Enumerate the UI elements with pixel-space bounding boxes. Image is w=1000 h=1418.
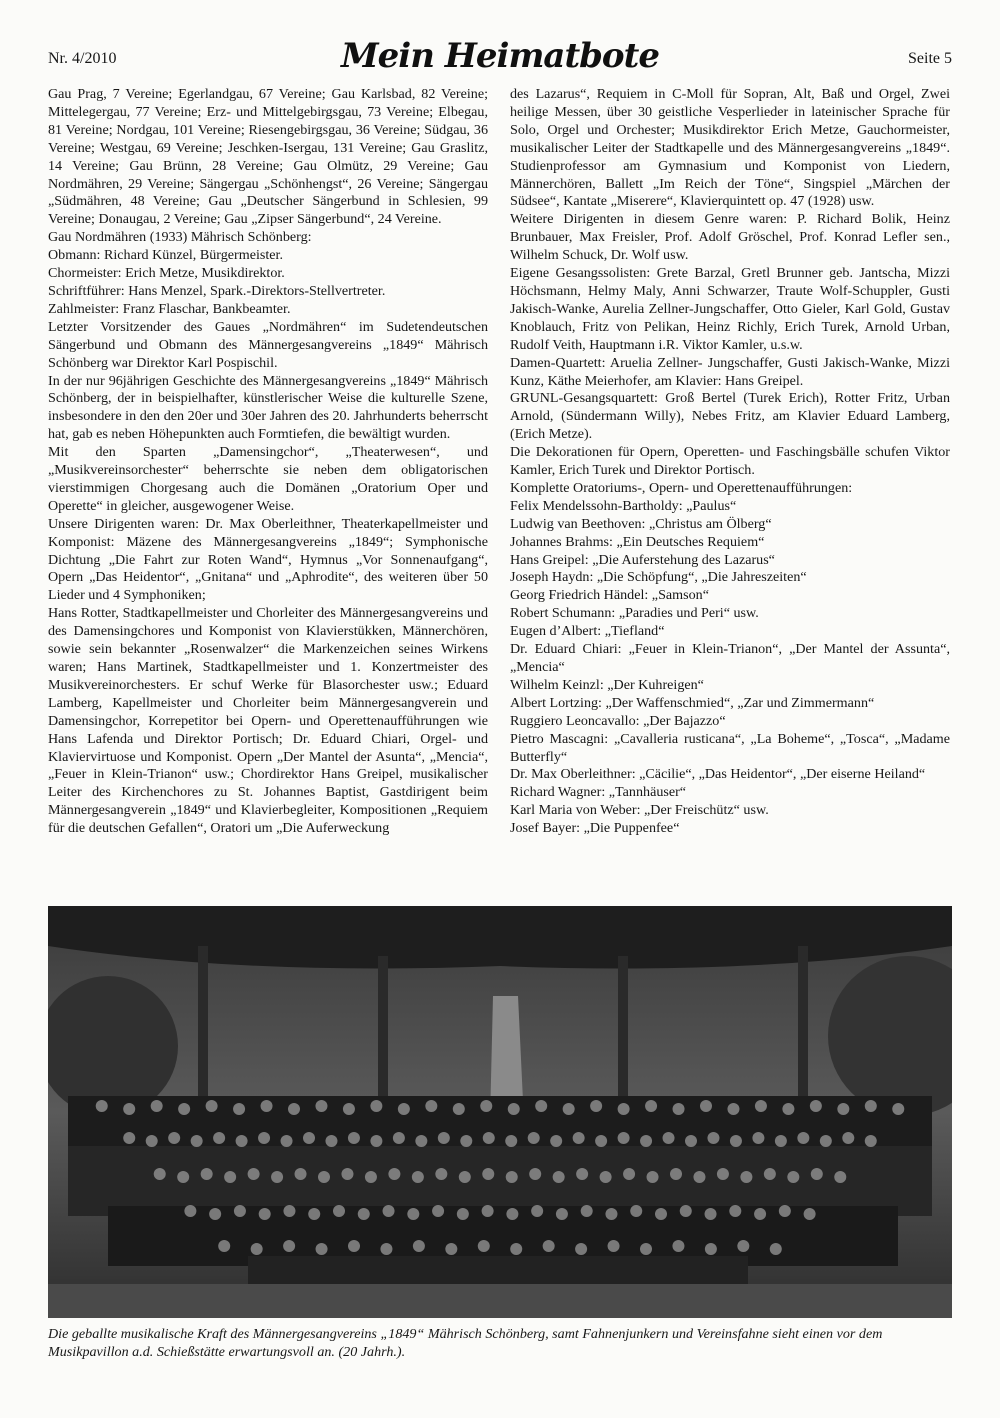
paragraph: Damen-Quartett: Aruelia Zellner- Jungschaffer, Gusti Jakisch-Wanke, Mizzi Kunz, Käthe Meierhofer, am Klavier: Hans Greipel.: [510, 354, 950, 389]
list-item: Dr. Max Oberleithner: „Cäcilie“, „Das Heidentor“, „Der eiserne Heiland“: [510, 766, 926, 783]
list-item: Richard Wagner: „Tannhäuser“: [510, 784, 687, 801]
paragraph: des Lazarus“, Requiem in C-Moll für Sopran, Alt, Baß und Orgel, Zwei heilige Messen, über 30 geistliche Vesperlieder in lateinischer Sprache für Solo, Orgel und Orchester; Musikdirektor Erich Metze, Gauchormeister, musikalischer Leiter der Stadtkapelle und des Männergesangvereins „1849“. Studienprofessor am Gymnasium und Komponist von Liedern, Männerchören, Ballett „Im Reich der Töne“, Singspiel „Märchen der Südsee“, Kantate „Miserere“, Klavierquintett op. 47 (1928) usw.: [510, 86, 950, 210]
page-number: Seite 5: [908, 50, 952, 67]
paragraph: Komplette Oratoriums-, Opern- und Operettenaufführungen:: [510, 479, 853, 496]
list-item: Joseph Haydn: „Die Schöpfung“, „Die Jahreszeiten“: [510, 569, 807, 586]
list-item: Ruggiero Leoncavallo: „Der Bajazzo“: [510, 712, 726, 729]
paragraph: Eigene Gesangssolisten: Grete Barzal, Gretl Brunner geb. Jantscha, Mizzi Höchsmann, Helmy Maly, Anni Schwarzer, Traute Wolf-Schuppler, Gusti Jakisch-Wanke, Aurelia Zellner-Jungschaffer, Otto Gieler, Karl Gold, Gustav Knoblauch, Fritz von Pelikan, Heinz Richly, Erich Turek, Arnold Urban, Rudolf Veith, Hauptmann i.R. Viktor Kamler, u.s.w.: [510, 265, 950, 353]
paragraph: Hans Rotter, Stadtkapellmeister und Chorleiter des Männergesangvereins und des Damensingchores und Komponist von Klavierstükken, Männerchören, sowie sein bekannter „Rosenwalzer“ die Markenzeichen seines Wirkens waren; Hans Martinek, Stadtkapellmeister und 1. Konzertmeister des Musikvereinorchesters. Er schuf Werke für Blasorchester usw.; Eduard Lamberg, Kapellmeister und Chorleiter beim Männergesangverein und Damensingchor, Korrepetitor bei Opern- und Operettenaufführungen wie Hans Lafenda und Direktor Portisch; Dr. Eduard Chiari, Orgel- und Klaviervirtuose und Komponist. Opern „Der Mantel der Asunta“, „Mencia“, „Feuer in Klein-Trianon“ usw.; Chordirektor Hans Greipel, musikalischer Leiter des Kirchenchores zu St. Johannes Baptist, Gastdirigent beim Männergesangverein „1849“ und Klavierbegleiter, Kompositionen „Requiem für die deutschen Gefallen“, Oratori um „Die Auferweckung: [48, 605, 488, 837]
list-item: Pietro Mascagni: „Cavalleria rusticana“, „La Boheme“, „Tosca“, „Madame Butterfly“: [510, 730, 950, 765]
paragraph: Zahlmeister: Franz Flaschar, Bankbeamter.: [48, 300, 291, 317]
paragraph: Letzter Vorsitzender des Gaues „Nordmähren“ im Sudetendeutschen Sängerbund und Obmann des Männergesangvereins „1849“ Mährisch Schönberg war Direktor Karl Pospischil.: [48, 318, 488, 371]
paragraph: Chormeister: Erich Metze, Musikdirektor.: [48, 265, 285, 282]
paragraph: Unsere Dirigenten waren: Dr. Max Oberleithner, Theaterkapellmeister und Komponist: Mäzene des Männergesangvereins „1849“; Symphonische Dichtung „Die Fahrt zur Roten Wand“, Hymnus „Vor Sonnenaufgang“, Opern „Das Heidentor“, „Gnitana“ und „Aphrodite“, des weiteren über 50 Lieder und 4 Symphoniken;: [48, 515, 488, 604]
paragraph: Weitere Dirigenten in diesem Genre waren: P. Richard Bolik, Heinz Brunbauer, Max Freisler, Prof. Adolf Gröschel, Prof. Konrad Lefler sen., Wilhelm Schuck, Dr. Wolf usw.: [510, 211, 950, 264]
paragraph: Gau Prag, 7 Vereine; Egerlandgau, 67 Vereine; Gau Karlsbad, 82 Vereine; Mittelegergau, 77 Vereine; Erz- und Mittelgebirgsgau, 73 Vereine; Elbegau, 81 Vereine; Nordgau, 101 Vereine; Riesengebirgsgau, 36 Vereine; Südgau, 36 Vereine; Westgau, 69 Vereine; Jeschken-Isergau, 131 Vereine; Gau Graslitz, 14 Vereine; Gau Brünn, 28 Vereine; Gau Olmütz, 29 Vereine; Gau Nordmähren, 29 Vereine; Sängergau „Schönhengst“, 26 Vereine; Sängergau „Südmähren, 48 Vereine; Gau „Deutscher Sängerbund in Schlesien, 99 Vereine; Donaugau, 2 Vereine; Gau „Zipser Sängerbund“, 24 Vereine.: [48, 86, 488, 228]
paragraph: Obmann: Richard Künzel, Bürgermeister.: [48, 247, 283, 264]
list-item: Josef Bayer: „Die Puppenfee“: [510, 820, 680, 837]
list-item: Johannes Brahms: „Ein Deutsches Requiem“: [510, 533, 765, 550]
group-photo: [48, 906, 952, 1318]
list-item: Wilhelm Keinzl: „Der Kuhreigen“: [510, 676, 704, 693]
paragraph: Schriftführer: Hans Menzel, Spark.-Direktors-Stellvertreter.: [48, 282, 386, 299]
list-item: Hans Greipel: „Die Auferstehung des Lazarus“: [510, 551, 775, 568]
list-item: Georg Friedrich Händel: „Samson“: [510, 587, 709, 604]
list-item: Albert Lortzing: „Der Waffenschmied“, „Zar und Zimmermann“: [510, 694, 875, 711]
list-item: Ludwig van Beethoven: „Christus am Ölberg“: [510, 515, 772, 532]
photo-caption: Die geballte musikalische Kraft des Männergesangvereins „1849“ Mährisch Schönberg, samt Fahnenjunkern und Vereinsfahne sieht einen vor dem Musikpavillon a.d. Schießstätte erwartungsvoll an. (20 Jahrh.).: [48, 1326, 883, 1360]
paragraph: In der nur 96jährigen Geschichte des Männergesangvereins „1849“ Mährisch Schönberg, der in beispielhafter, künstlerischer Weise die kulturelle Szene, insbesondere in den den 20er und 30er Jahren des 20. Jahrhunderts beherrscht hat, gab es neben Höhepunkten auch Formtiefen, die bewältigt wurden.: [48, 372, 488, 443]
list-item: Dr. Eduard Chiari: „Feuer in Klein-Trianon“, „Der Mantel der Assunta“, „Mencia“: [510, 641, 950, 675]
page-header: [48, 36, 952, 76]
paragraph: Mit den Sparten „Damensingchor“, „Theaterwesen“, und „Musikvereinsorchester“ beherrschte sie neben dem obligatorischen vierstimmigen Chorgesang auch die Domänen „Oratorium Oper und Operette“ in gleicher, ausgewogener Weise.: [48, 444, 488, 514]
group-photo-illustration: [48, 906, 952, 1318]
list-item: Karl Maria von Weber: „Der Freischütz“ usw.: [510, 802, 769, 819]
paragraph: Gau Nordmähren (1933) Mährisch Schönberg:: [48, 229, 312, 246]
list-item: Robert Schumann: „Paradies und Peri“ usw.: [510, 605, 759, 622]
left-column: [48, 86, 488, 838]
list-item: Eugen d’Albert: „Tiefland“: [510, 623, 665, 640]
paragraph: Die Dekorationen für Opern, Operetten- und Faschingsbälle schufen Viktor Kamler, Erich Turek und Direktor Portisch.: [510, 444, 950, 479]
list-item: Felix Mendelssohn-Bartholdy: „Paulus“: [510, 497, 737, 514]
issue-number: Nr. 4/2010: [48, 50, 117, 67]
masthead-logo: Mein Heimatbote: [341, 36, 659, 76]
right-column: [510, 86, 950, 838]
paragraph: GRUNL-Gesangsquartett: Groß Bertel (Turek Erich), Rotter Fritz, Urban Arnold, (Sündermann Willy), Nebes Fritz, am Klavier Eduard Lamberg, (Erich Metze).: [510, 390, 950, 443]
